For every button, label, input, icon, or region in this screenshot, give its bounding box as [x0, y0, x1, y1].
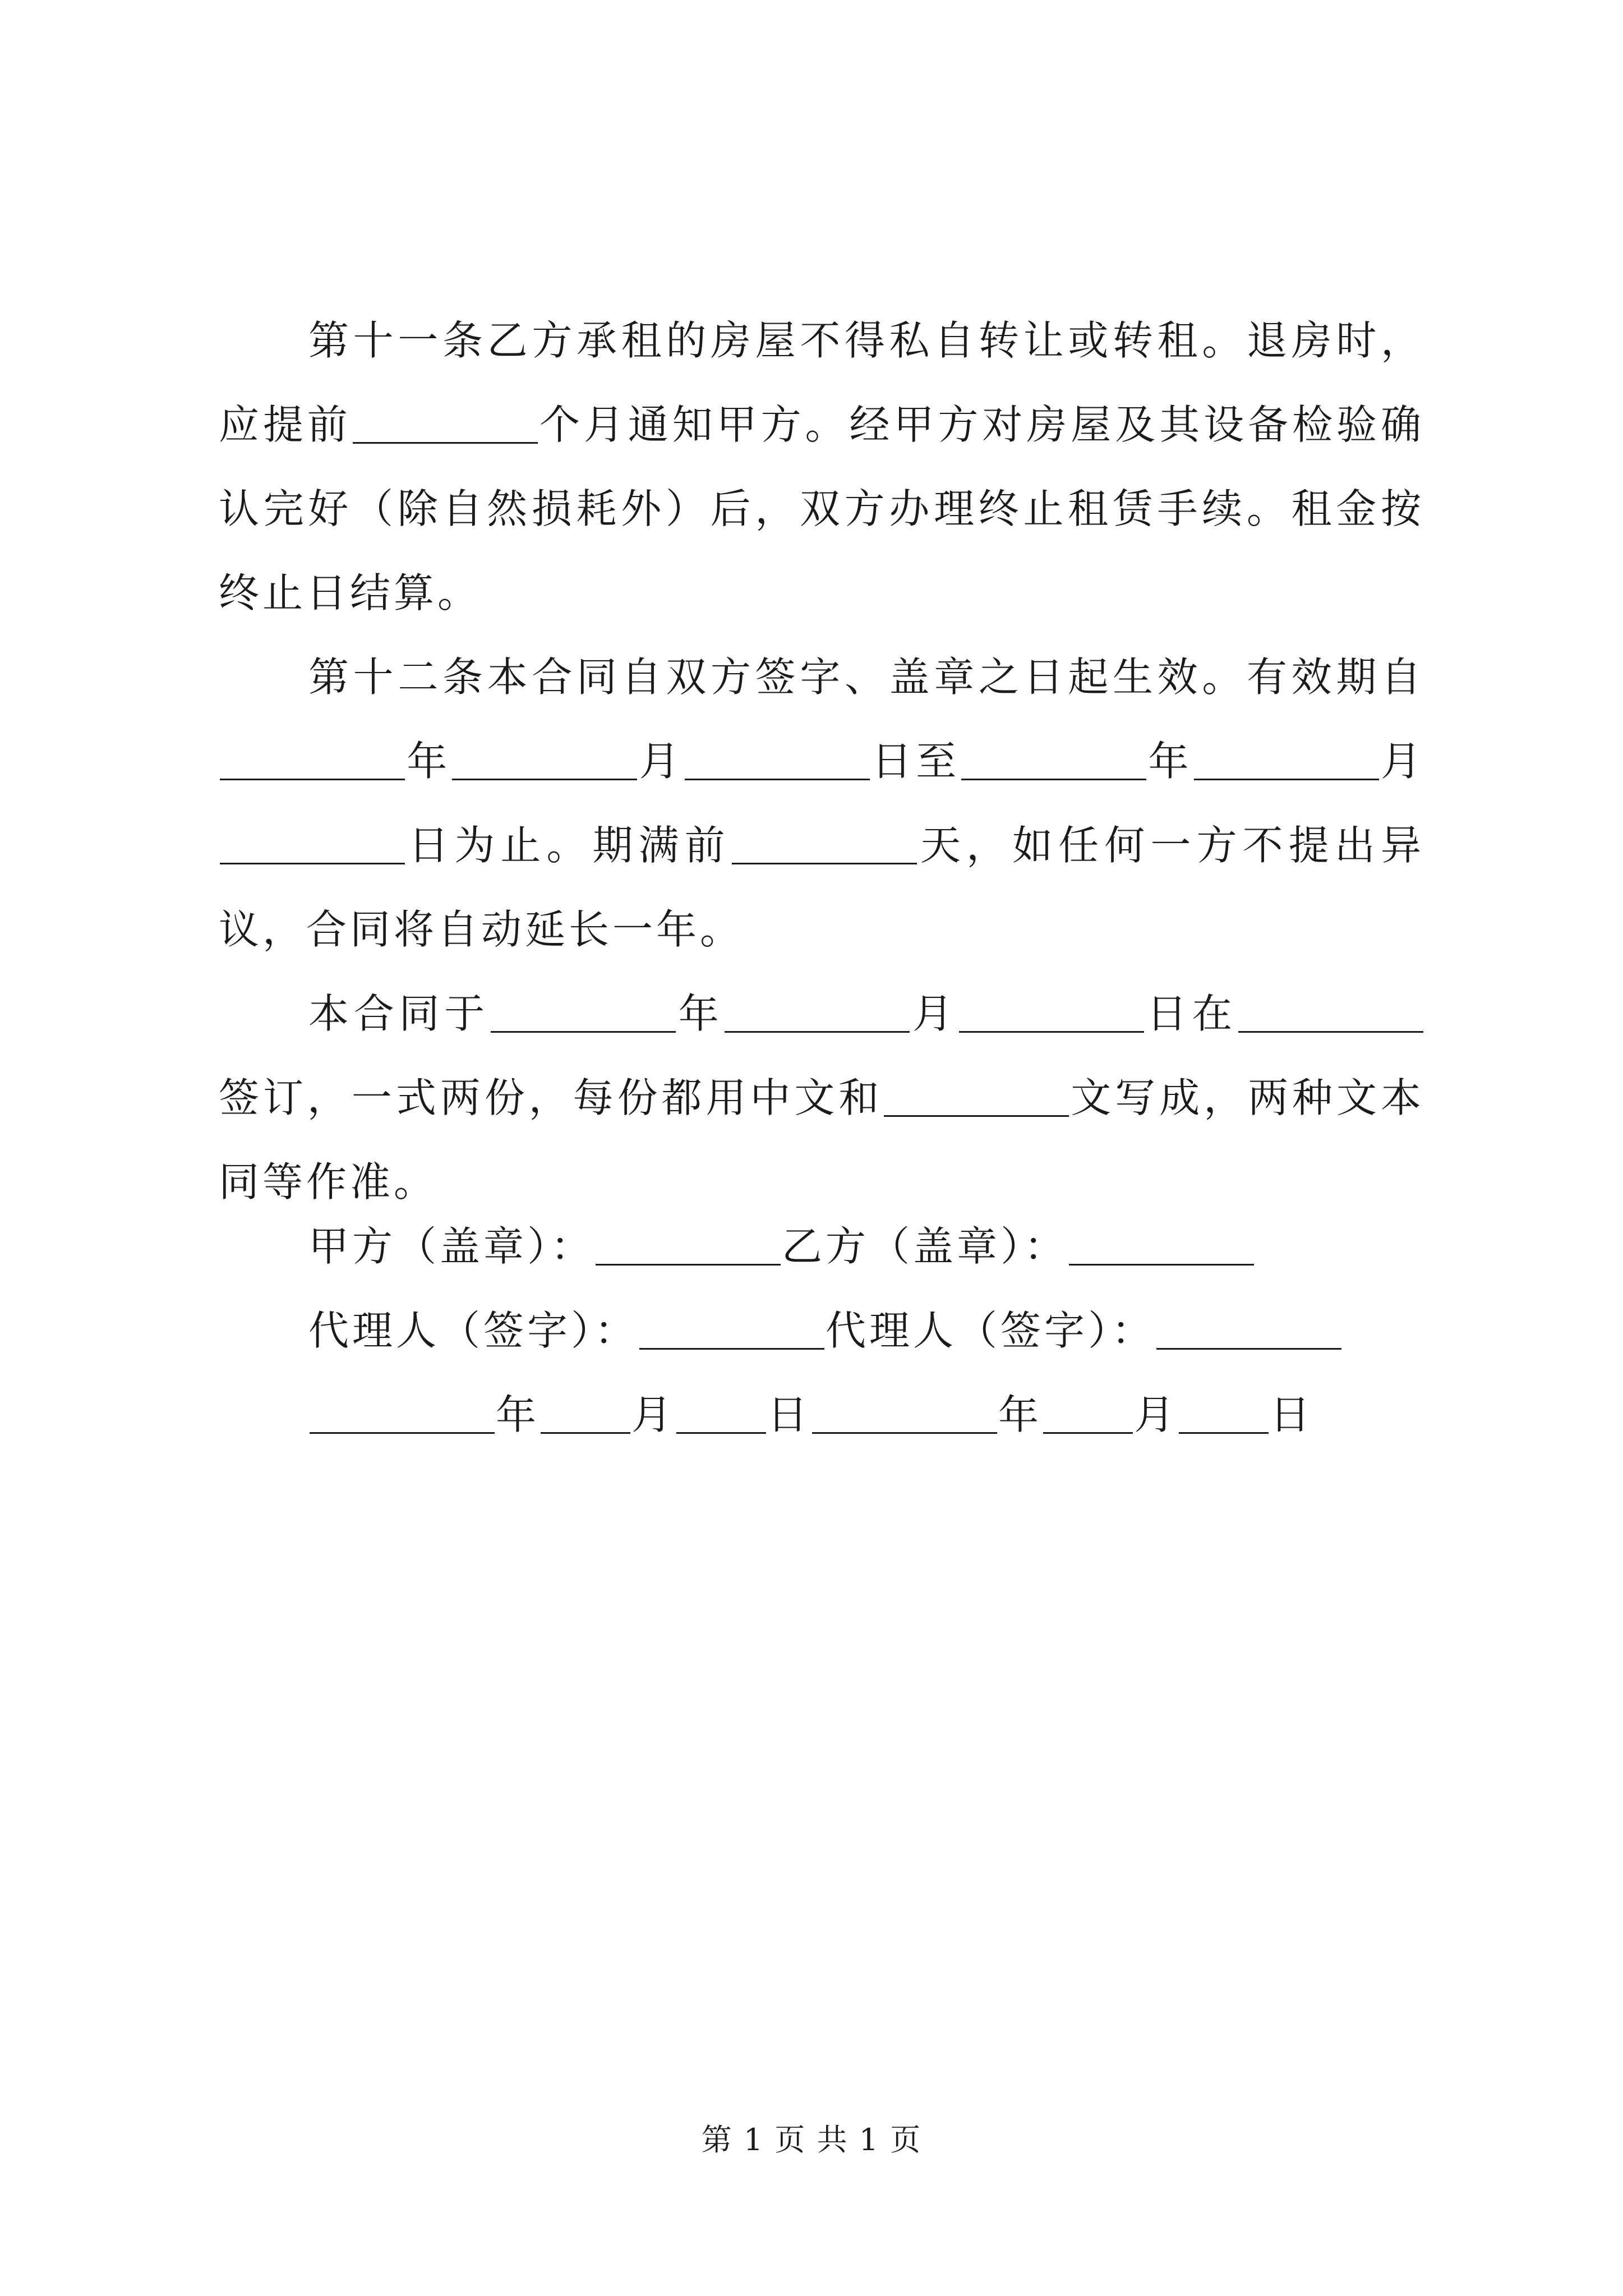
party-a-month-blank[interactable] [541, 1396, 630, 1434]
signing-month-blank[interactable] [725, 995, 910, 1033]
signing-prefix: 本合同于 [308, 990, 490, 1037]
signing-month-label: 月 [911, 990, 958, 1037]
article-12-text-1: 第十二条本合同自双方签字、盖章之日起生效。有效期自 [308, 654, 1424, 701]
signing-place-blank[interactable] [1238, 995, 1423, 1033]
party-b-year-label: 年 [998, 1391, 1043, 1438]
party-a-month-label: 月 [631, 1391, 676, 1438]
end-month-label: 月 [1380, 738, 1424, 785]
language-blank[interactable] [884, 1079, 1069, 1117]
signing-day-label: 日在 [1145, 990, 1237, 1037]
end-year-label: 年 [1147, 738, 1193, 785]
party-b-month-label: 月 [1134, 1391, 1178, 1438]
party-b-year-blank[interactable] [812, 1396, 997, 1434]
party-b-seal-label: 乙方（盖章）： [782, 1223, 1068, 1270]
party-a-seal-blank[interactable] [596, 1227, 781, 1266]
start-year-blank[interactable] [220, 742, 405, 780]
agent-b-label: 代理人（签字）： [826, 1307, 1156, 1354]
agent-a-label: 代理人（签字）： [308, 1307, 639, 1354]
page-footer: 第 1 页 共 1 页 [701, 2122, 922, 2157]
party-a-year-blank[interactable] [310, 1396, 495, 1434]
article-12-text-2: 天，如任何一方不提出异议，合同将自动延长一年。 [219, 822, 1424, 953]
party-b-seal-blank[interactable] [1069, 1227, 1254, 1266]
party-b-month-blank[interactable] [1043, 1396, 1133, 1434]
party-a-year-label: 年 [496, 1391, 540, 1438]
party-b-day-blank[interactable] [1179, 1396, 1269, 1434]
agent-signature-line [308, 1303, 1343, 1359]
signature-date-line [308, 1387, 1313, 1443]
article-12-paragraph [219, 635, 1424, 972]
end-day-blank[interactable] [220, 826, 405, 864]
start-month-blank[interactable] [452, 742, 637, 780]
article-11-text-2: 个月通知甲方。经甲方对房屋及其设备检验确认完好（除自然损耗外）后，双方办理终止租赁手续。租金按终止日结算。 [219, 401, 1424, 616]
signing-day-blank[interactable] [959, 995, 1144, 1033]
party-b-day-label: 日 [1270, 1391, 1314, 1438]
article-11-paragraph [219, 298, 1424, 635]
agent-a-blank[interactable] [639, 1312, 824, 1350]
notice-months-blank[interactable] [353, 406, 538, 444]
start-year-label: 年 [406, 738, 451, 785]
start-month-label: 月 [638, 738, 684, 785]
party-a-day-blank[interactable] [676, 1396, 766, 1434]
start-day-blank[interactable] [685, 742, 870, 780]
party-a-day-label: 日 [767, 1391, 811, 1438]
end-day-label: 日为止。期满前 [406, 822, 731, 869]
article-11-text-1: 第十一条乙方承租的房屋不得私自转让或转租。退房时，应提前 [219, 317, 1424, 448]
agent-b-blank[interactable] [1156, 1312, 1341, 1350]
signing-suffix: 文写成，两种文本同等作准。 [219, 1074, 1424, 1205]
signing-paragraph [219, 972, 1424, 1224]
party-a-seal-label: 甲方（盖章）： [308, 1223, 595, 1270]
signing-year-blank[interactable] [491, 995, 676, 1033]
signing-middle: 签订，一式两份，每份都用中文和 [219, 1074, 883, 1121]
end-year-blank[interactable] [961, 742, 1146, 780]
start-day-label: 日至 [870, 738, 961, 785]
party-seal-line [308, 1218, 1255, 1274]
end-month-blank[interactable] [1194, 742, 1379, 780]
signing-year-label: 年 [676, 990, 724, 1037]
notice-days-blank[interactable] [732, 826, 917, 864]
